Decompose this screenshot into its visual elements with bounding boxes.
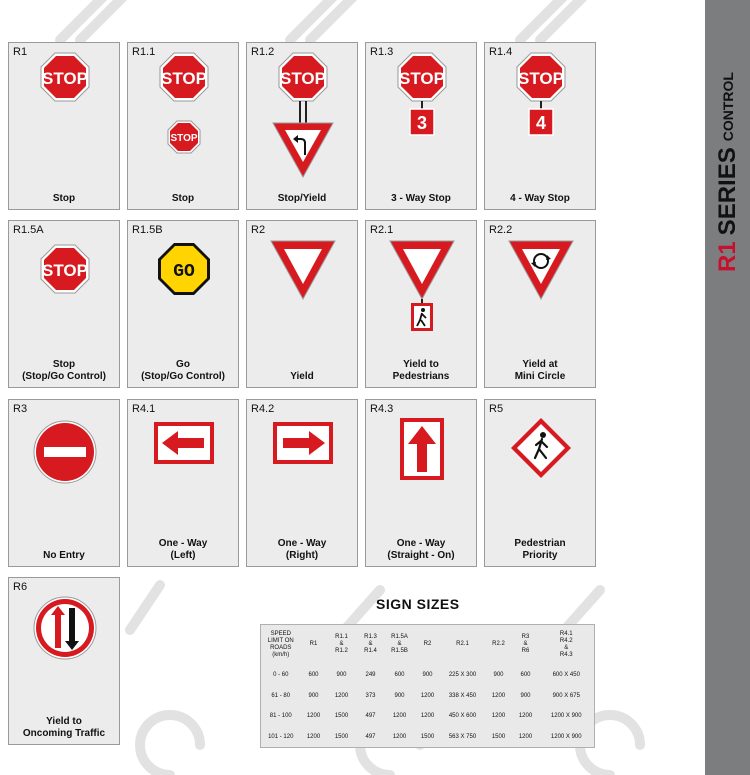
table-header: R3 & R6 (521, 634, 530, 655)
table-header: R1.3 & R1.4 (364, 634, 377, 655)
table-cell: 900 (520, 692, 531, 699)
table-header-row (261, 625, 595, 665)
sign-label: Stop/Yield (277, 193, 327, 204)
sign-card-r2-1 (365, 220, 477, 388)
no-entry-sign-icon (9, 400, 121, 550)
table-cell: 600 (394, 671, 405, 678)
table-cell: 1500 (334, 713, 349, 720)
sign-code: R5 (489, 403, 504, 415)
table-cell: 450 X 600 (448, 713, 477, 720)
sign-label: One - Way (Right) (277, 538, 327, 561)
table-cell: 1200 (392, 713, 407, 720)
sign-card-r4-3 (365, 399, 477, 567)
sign-card-r1-3 (365, 42, 477, 210)
yield-sign-icon (247, 221, 359, 371)
sign-label: Yield to Oncoming Traffic (22, 716, 106, 739)
table-cell: 900 (336, 671, 347, 678)
sign-code: R1.3 (370, 46, 394, 58)
table-header: R2.1 (456, 641, 469, 648)
go-sign-icon (128, 221, 240, 371)
sign-card-r6 (8, 577, 120, 745)
sign-code: R1.4 (489, 46, 513, 58)
table-header: R1.5A & R1.5B (391, 634, 408, 655)
sign-label: No Entry (43, 550, 85, 561)
sign-card-r2-2 (484, 220, 596, 388)
sign-label: Stop (Stop/Go Control) (22, 359, 106, 382)
stop-sign-text: STOP (42, 261, 88, 280)
plate-number: 3 (416, 113, 428, 133)
table-cell: 497 (365, 733, 376, 740)
sign-code: R1.5A (13, 224, 44, 236)
sign-code: R2.1 (370, 224, 394, 236)
stop-sign-icon (9, 221, 121, 371)
table-header: SPEED LIMIT ON ROADS (km/h) (267, 630, 294, 658)
table-header: R2 (423, 641, 432, 648)
table-header: R4.1 R4.2 & R4.3 (559, 630, 573, 658)
table-row (261, 706, 595, 727)
sign-label: Yield to Pedestrians (392, 359, 450, 382)
yield-mini-circle-sign-icon (485, 221, 597, 371)
table-header: R1 (309, 641, 318, 648)
sign-label: Yield at Mini Circle (514, 359, 566, 382)
plate-number: 4 (535, 113, 547, 133)
sidebar-code: R1 (714, 241, 741, 272)
sidebar-series: SERIES (714, 147, 741, 236)
sign-card-r4-1 (127, 399, 239, 567)
sign-card-r1-4 (484, 42, 596, 210)
stop-sign-text: STOP (399, 69, 445, 88)
four-way-stop-sign-icon (485, 43, 597, 193)
table-cell: 600 X 450 (552, 671, 580, 678)
table-cell: 0 - 60 (273, 671, 289, 678)
sign-label: Yield (290, 371, 314, 382)
sign-code: R1 (13, 46, 28, 58)
table-row (261, 685, 595, 706)
table-cell: 1200 (392, 733, 407, 740)
table-cell: 900 X 675 (552, 692, 580, 699)
stop-yield-sign-icon (247, 43, 359, 193)
sign-label: Stop (52, 193, 76, 204)
table-cell: 373 (365, 692, 376, 699)
sign-code: R2 (251, 224, 266, 236)
table-cell: 1200 X 900 (550, 733, 582, 740)
stop-sign-text: STOP (161, 69, 207, 88)
sign-sizes-title: SIGN SIZES (376, 596, 460, 612)
table-cell: 1200 (491, 692, 506, 699)
oncoming-traffic-sign-icon (9, 578, 121, 728)
sign-card-r1-1 (127, 42, 239, 210)
sign-card-r1-5b (127, 220, 239, 388)
sign-label: 4 - Way Stop (510, 193, 570, 204)
double-stop-sign-icon (128, 43, 240, 193)
yield-pedestrians-sign-icon (366, 221, 478, 371)
table-cell: 900 (308, 692, 319, 699)
arrow-up-sign-icon (366, 400, 478, 550)
sign-code: R6 (13, 581, 28, 593)
sidebar-control: CONTROL (720, 72, 736, 142)
table-cell: 1200 (420, 713, 435, 720)
table-cell: 1200 (518, 733, 533, 740)
stop-sign-text: STOP (518, 69, 564, 88)
sign-card-r5 (484, 399, 596, 567)
sign-code: R4.2 (251, 403, 275, 415)
table-cell: 1200 (306, 713, 321, 720)
table-cell: 1500 (491, 733, 506, 740)
sign-card-r1 (8, 42, 120, 210)
table-cell: 1500 (334, 733, 349, 740)
table-cell: 1200 X 900 (550, 713, 582, 720)
table-cell: 1200 (518, 713, 533, 720)
table-cell: 249 (365, 671, 376, 678)
sign-code: R1.1 (132, 46, 156, 58)
sign-code: R1.5B (132, 224, 163, 236)
sign-code: R4.1 (132, 403, 156, 415)
table-cell: 1200 (420, 692, 435, 699)
table-cell: 1200 (306, 733, 321, 740)
table-row (261, 665, 595, 686)
table-cell: 338 X 450 (448, 692, 477, 699)
sign-card-r3 (8, 399, 120, 567)
table-cell: 1200 (491, 713, 506, 720)
stop-sign-text: STOP (42, 69, 88, 88)
table-row (261, 727, 595, 748)
table-cell: 1200 (334, 692, 349, 699)
sign-card-r4-2 (246, 399, 358, 567)
table-cell: 1500 (420, 733, 435, 740)
table-cell: 61 - 80 (271, 692, 291, 699)
table-cell: 81 - 100 (269, 713, 292, 720)
sign-label: 3 - Way Stop (391, 193, 451, 204)
table-cell: 497 (365, 713, 376, 720)
stop-sign-icon (9, 43, 121, 193)
sign-label: One - Way (Left) (158, 538, 208, 561)
arrow-left-sign-icon (128, 400, 240, 550)
sidebar-title (708, 12, 748, 272)
sign-code: R3 (13, 403, 28, 415)
sign-label: One - Way (Straight - On) (387, 538, 455, 561)
table-header: R2.2 (492, 641, 505, 648)
table-header: R1.1 & R1.2 (335, 634, 348, 655)
pedestrian-priority-sign-icon (485, 400, 597, 550)
stop-sign-text: STOP (280, 69, 326, 88)
small-stop-sign-text: STOP (170, 133, 198, 144)
three-way-stop-sign-icon (366, 43, 478, 193)
table-cell: 563 X 750 (448, 733, 477, 740)
table-cell: 225 X 300 (448, 671, 477, 678)
sign-card-r2 (246, 220, 358, 388)
table-cell: 101 - 120 (268, 733, 294, 740)
sign-sizes-table (260, 624, 595, 748)
table-cell: 900 (394, 692, 405, 699)
sign-code: R4.3 (370, 403, 394, 415)
go-sign-text: GO (173, 262, 195, 282)
sign-code: R1.2 (251, 46, 275, 58)
table-cell: 600 (520, 671, 531, 678)
sign-code: R2.2 (489, 224, 513, 236)
table-cell: 600 (308, 671, 319, 678)
sign-card-r1-2 (246, 42, 358, 210)
sign-label: Go (Stop/Go Control) (141, 359, 225, 382)
arrow-right-sign-icon (247, 400, 359, 550)
table-cell: 900 (422, 671, 433, 678)
sign-label: Stop (171, 193, 195, 204)
sign-label: Pedestrian Priority (514, 538, 566, 561)
sign-card-r1-5a (8, 220, 120, 388)
table-cell: 900 (493, 671, 504, 678)
